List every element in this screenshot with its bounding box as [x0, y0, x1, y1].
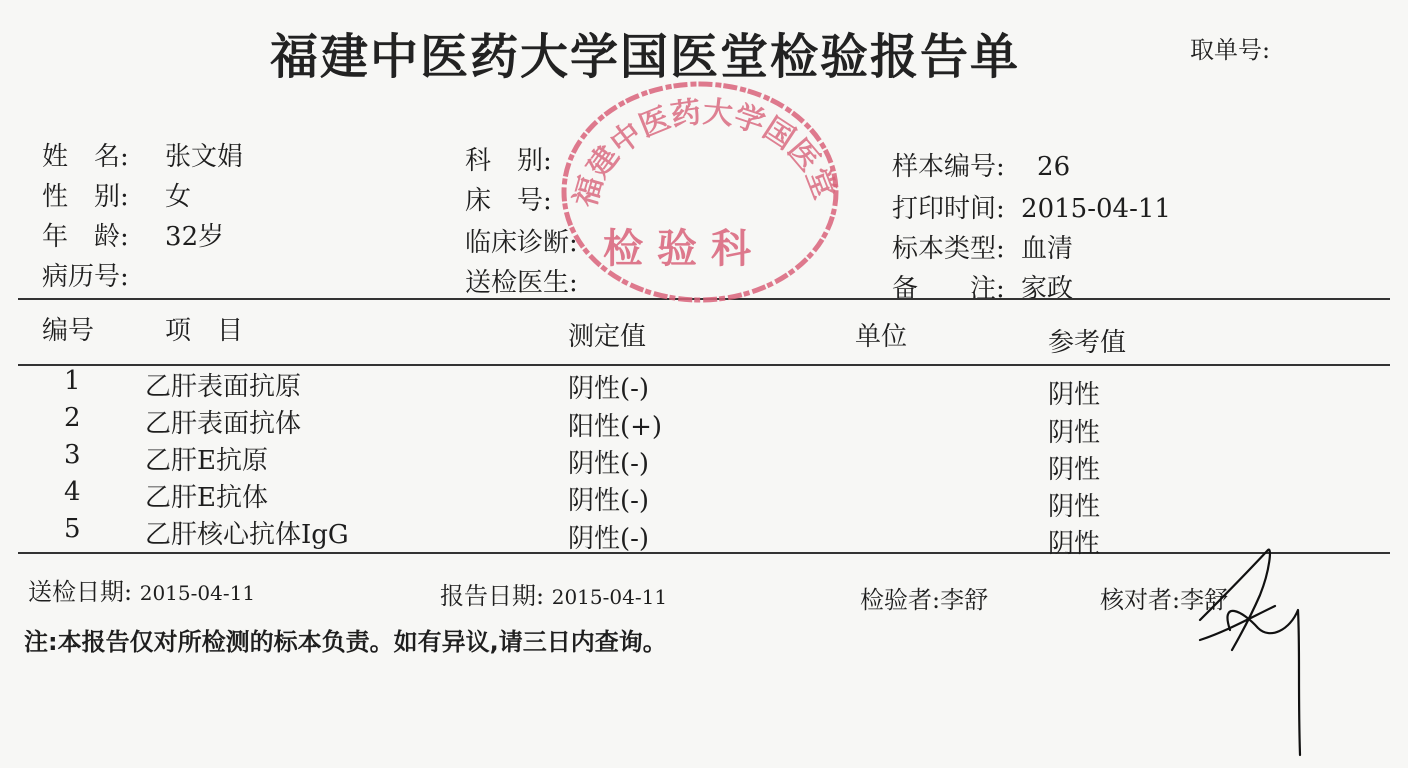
checker-label: 核对者:	[1100, 586, 1181, 614]
row-item: 乙肝E抗体	[145, 483, 268, 513]
row-no: 4	[64, 477, 81, 507]
report-title: 福建中医药大学国医堂检验报告单	[270, 29, 1021, 85]
remark: 家政	[1021, 274, 1074, 304]
send-date-row	[28, 572, 255, 607]
patient-record-row	[42, 256, 129, 293]
row-ref: 阴性	[1048, 529, 1101, 559]
patient-name-row	[42, 136, 243, 173]
patient-name-label: 姓 名:	[42, 142, 129, 172]
checker-name: 李舒	[1180, 586, 1229, 614]
col-header-value: 测定值	[568, 322, 647, 352]
patient-age-label: 年 龄:	[42, 222, 129, 252]
print-time-label: 打印时间:	[892, 194, 1005, 224]
sample-type: 血清	[1021, 234, 1074, 264]
row-ref: 阴性	[1048, 455, 1101, 485]
handwritten-signature-icon	[1180, 540, 1320, 760]
seal-arc-text: 福建中医药大学国医堂	[567, 94, 843, 211]
remark-label: 备 注:	[892, 274, 1005, 304]
diagnosis-label: 临床诊断:	[465, 228, 578, 258]
row-value: 阴性(-)	[568, 524, 650, 554]
patient-sex-row	[42, 176, 191, 213]
row-item: 乙肝表面抗体	[145, 409, 302, 439]
seal-center-text: 检验科	[603, 225, 765, 272]
tester-row	[860, 580, 988, 615]
patient-sex: 女	[165, 182, 192, 212]
patient-name: 张文娟	[165, 142, 244, 172]
row-no: 2	[64, 403, 81, 433]
send-date-label: 送检日期:	[28, 578, 133, 606]
col-header-item: 项 目	[165, 316, 244, 346]
seal-stamp-icon	[555, 72, 845, 308]
patient-sex-label: 性 别:	[42, 182, 129, 212]
tester-name: 李舒	[940, 586, 989, 614]
row-value: 阳性(+)	[568, 412, 663, 442]
print-time-row	[892, 188, 1171, 225]
doctor-label: 送检医生:	[465, 268, 578, 298]
print-time: 2015-04-11	[1021, 194, 1171, 224]
sample-no: 26	[1037, 152, 1071, 182]
dept-label: 科 别:	[465, 146, 552, 176]
row-no: 5	[64, 514, 81, 544]
disclaimer-note: 注:本报告仅对所检测的标本负责。如有异议,请三日内查询。	[24, 628, 667, 656]
row-item: 乙肝E抗原	[145, 446, 268, 476]
col-header-ref: 参考值	[1048, 328, 1127, 358]
patient-age-row	[42, 216, 224, 253]
row-ref: 阴性	[1048, 380, 1101, 410]
row-item: 乙肝核心抗体IgG	[145, 520, 349, 550]
bed-label: 床 号:	[465, 186, 552, 216]
row-value: 阴性(-)	[568, 486, 650, 516]
row-ref: 阴性	[1048, 492, 1101, 522]
sample-no-label: 样本编号:	[892, 152, 1005, 182]
sample-no-row	[892, 146, 1070, 183]
sample-type-row	[892, 228, 1073, 265]
report-date-row	[440, 576, 667, 611]
report-date: 2015-04-11	[551, 585, 668, 609]
col-header-unit: 单位	[855, 322, 908, 352]
row-no: 1	[64, 366, 81, 396]
row-no: 3	[64, 440, 81, 470]
send-date: 2015-04-11	[139, 581, 256, 605]
patient-age: 32岁	[165, 222, 225, 252]
report-date-label: 报告日期:	[440, 582, 545, 610]
sample-type-label: 标本类型:	[892, 234, 1005, 264]
row-value: 阴性(-)	[568, 374, 650, 404]
patient-record-label: 病历号:	[42, 262, 129, 292]
row-ref: 阴性	[1048, 418, 1101, 448]
tester-label: 检验者:	[860, 586, 941, 614]
row-item: 乙肝表面抗原	[145, 372, 302, 402]
col-header-no: 编号	[42, 316, 95, 346]
row-value: 阴性(-)	[568, 449, 650, 479]
pickup-number-label: 取单号:	[1190, 36, 1271, 64]
